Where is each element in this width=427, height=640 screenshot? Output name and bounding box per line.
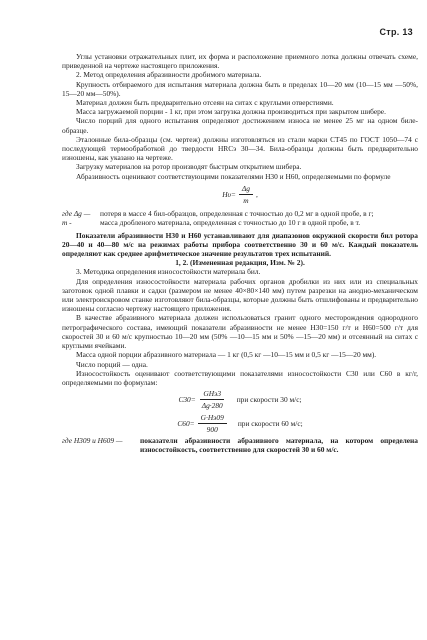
formula-lhs: Hυ=: [222, 189, 236, 199]
paragraph: Материал должен быть предварительно отсеян на ситах с круглыми отверстиями.: [76, 98, 334, 108]
formula-fraction: [199, 389, 226, 410]
formula-denominator: 900: [206, 424, 218, 434]
formula-lhs: C60=: [177, 418, 195, 428]
paragraph: Число порций для одного испытания определяют достижением износа не менее 25 мг на одном биле-образце.: [62, 116, 418, 135]
definition-text: масса дробленого материала, определенная с точностью до 10 г в одной пробе, в т.: [100, 218, 361, 228]
page-number: Стр. 13: [379, 27, 413, 37]
definition-row: [62, 436, 418, 454]
c60-formula: [62, 413, 418, 434]
formula-lhs: C30=: [178, 395, 196, 405]
c30-formula: [62, 389, 418, 410]
formula-numerator: G·Hэ09: [198, 413, 227, 424]
paragraph: Число порций — одна.: [76, 359, 148, 369]
definition-symbol: где H309 и H609 —: [62, 435, 123, 445]
definition-symbol: m -: [62, 218, 72, 228]
paragraph: Износостойкость оценивают соответствующими показателями износостойкости C30 или C60 в кг/г, определяемыми по формулам:: [62, 368, 418, 387]
formula-definitions: [62, 436, 418, 454]
paragraph: Абразивность оценивают соответствующими показателями H30 и H60, определяемыми по формуле: [76, 171, 391, 181]
definition-text: потеря в массе 4 бил-образцов, определенная с точностью до 0,2 мг в одной пробе, в г;: [100, 209, 374, 219]
formula-note: при скорости 60 м/с;: [237, 418, 303, 428]
definition-symbol: где Δg —: [62, 209, 91, 219]
paragraph: Загрузку материалов на ротор производят быстрым открытием шибера.: [76, 162, 302, 172]
formula-numerator: Δg: [239, 184, 253, 195]
definition-row: [62, 218, 418, 227]
paragraph: Крупность отбираемого для испытания материала должна быть в пределах 10—20 мм (10—15 мм —50%, 15—20 мм—50%).: [62, 79, 418, 98]
formula-denominator: m: [243, 196, 249, 206]
document-body: [62, 52, 418, 457]
formula-fraction: [239, 184, 253, 205]
formula-tail: ,: [255, 189, 258, 199]
paragraph: Для определения износостойкости материала рабочих органов дробилки из них или из специальных заготовок одной плавки и садки (размером не менее 40×80×140 мм) путем разрезки на анодно-механическом или электроискровом станке изготовляют била-образцы, которые должны быть отшлифованы и предварительно изношены согласно чертежу настоящего приложения.: [62, 276, 418, 314]
paragraph: Масса загружаемой порции - 1 кг, при этом загрузка должна производиться при закрытом шибере.: [76, 107, 386, 117]
paragraph: Масса одной порции абразивного материала — 1 кг (0,5 кг —10—15 мм и 0,5 кг —15—20 мм).: [76, 350, 377, 360]
formula-denominator: Δg·280: [201, 401, 223, 411]
paragraph: Эталонные била-образцы (см. чертеж) должны изготовляться из стали марки СТ45 по ГОСТ 1050—74 с последующей термообработкой до твердости HRCэ 30—34. Била-образцы должны быть предварительно изношены, как указано на чертеже.: [62, 134, 418, 163]
section-title: 3. Методика определения износостойкости материала бил.: [76, 267, 261, 277]
paragraph: Углы установки отражательных плит, их форма и расположение приемного лотка должны отвечать схеме, приведенной на чертеже настоящего приложения.: [62, 52, 418, 71]
formula-note: при скорости 30 м/с;: [236, 395, 302, 405]
formula-definitions: [62, 209, 418, 227]
formula-numerator: GHэ3: [200, 389, 224, 400]
definition-row: [62, 209, 418, 218]
formula-fraction: [198, 413, 227, 434]
edition-note: 1, 2. (Измененная редакция, Изм. № 2).: [175, 258, 305, 268]
paragraph: 2. Метод определения абразивности дробимого материала.: [76, 70, 262, 80]
definition-text: показатели абразивности абразивного материала, на котором определена износостойкость, соответственно для скоростей 30 и 60 м/с.: [140, 435, 418, 455]
paragraph: В качестве абразивного материала должен использоваться гранит одного месторождения однородного петрографического состава, имеющий показатели абразивности не менее H30=150 г/т и H60=500 г/т для скоростей 30 и 60 м/с крупностью 10—20 мм (50% —10—15 мм и 50% —15—20 мм) и отсеянный на ситах с круглыми ячейками.: [62, 313, 418, 351]
paragraph: Показатели абразивности H30 и H60 устанавливают для диапазонов окружной скорости бил ротора 20—40 и 40—80 м/с на режимах работы прибора соответственно 30 и 60 м/с. Каждый показатель определяют как среднее арифметическое значение результатов трех испытаний.: [62, 230, 418, 259]
abrasiveness-formula: [62, 184, 418, 205]
